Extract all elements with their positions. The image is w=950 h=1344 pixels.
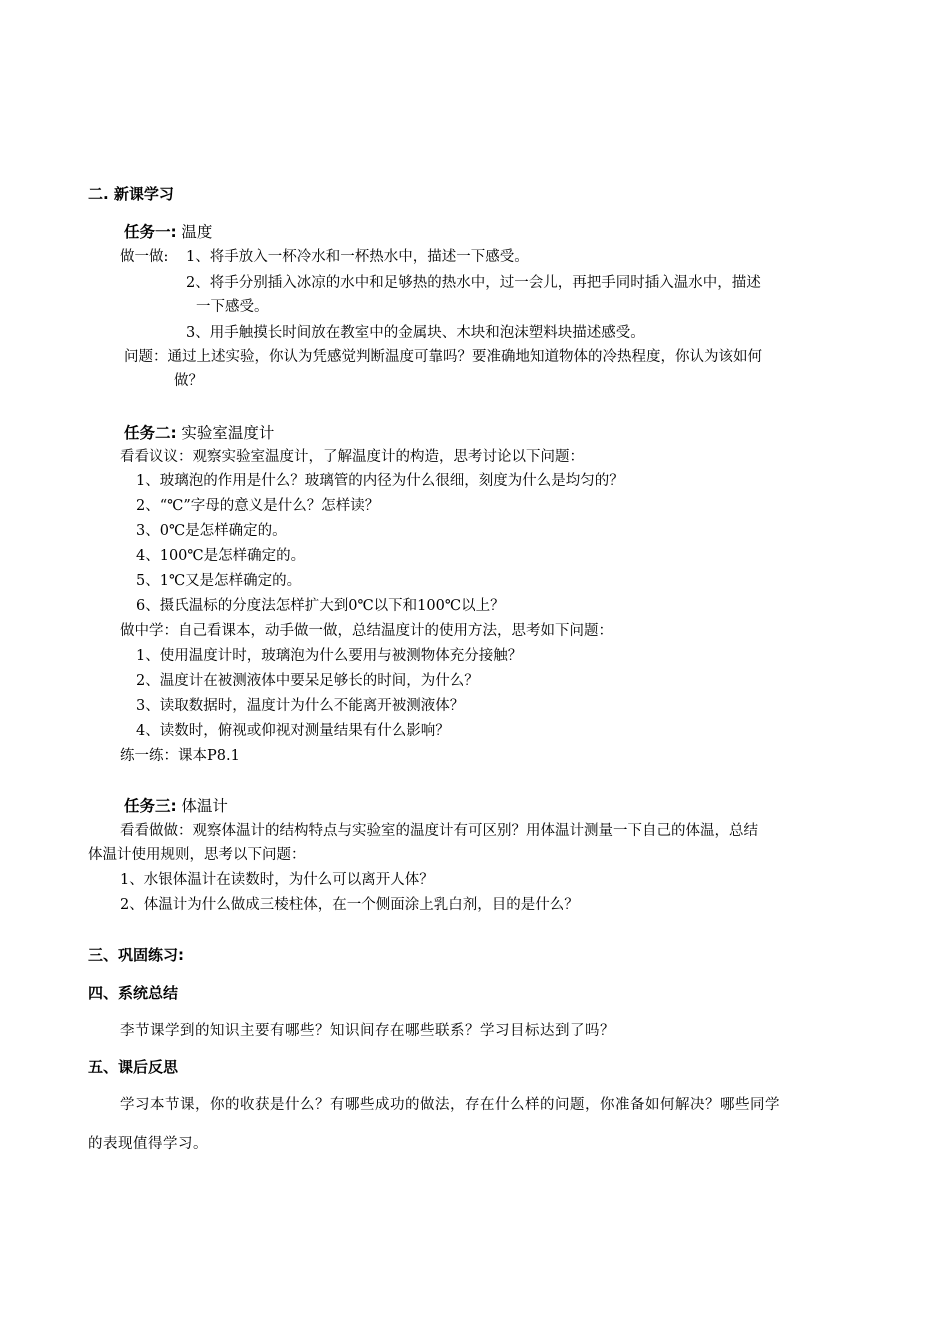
task2-title: 实验室温度计 — [181, 424, 275, 442]
task3-intro-cont: 体温计使用规则，思考以下问题： — [88, 847, 306, 863]
task1-heading — [124, 222, 212, 243]
task2-look-item-1: 1、玻璃泡的作用是什么？玻璃管的内径为什么很细，刻度为什么是均匀的？ — [136, 473, 624, 489]
task2-look-item-4: 4、100℃是怎样确定的。 — [136, 548, 306, 564]
task1-label: 任务一: — [124, 223, 177, 241]
section4-text: 李节课学到的知识主要有哪些？知识间存在哪些联系？学习目标达到了吗？ — [120, 1023, 615, 1039]
task2-look-item-5: 5、1℃又是怎样确定的。 — [136, 573, 302, 589]
task1-item-2: 2、将手分别插入冰凉的水中和足够热的热水中，过一会儿，再把手同时插入温水中，描述 — [186, 275, 761, 291]
task2-practice: 练一练：课本P8.1 — [120, 748, 240, 764]
task1-title: 温度 — [181, 223, 213, 241]
task1-item-3: 3、用手触摸长时间放在教室中的金属块、木块和泡沫塑料块描述感受。 — [186, 325, 645, 341]
task3-heading — [124, 796, 228, 817]
task3-item-2: 2、体温计为什么做成三棱柱体，在一个侧面涂上乳白剂，目的是什么？ — [120, 897, 579, 913]
task2-learn-intro: 做中学：自己看课本，动手做一做，总结温度计的使用方法，思考如下问题： — [120, 623, 613, 639]
section5-heading: 五、课后反思 — [88, 1058, 179, 1076]
task1-question: 问题：通过上述实验，你认为凭感觉判断温度可靠吗？要准确地知道物体的冷热程度，你认为该如何 — [124, 349, 762, 365]
section5-text: 学习本节课，你的收获是什么？有哪些成功的做法，存在什么样的问题，你准备如何解决？哪些同学 — [120, 1097, 780, 1113]
task2-heading — [124, 423, 274, 444]
task2-label: 任务二: — [124, 424, 177, 442]
section2-heading: 二. 新课学习 — [88, 185, 174, 203]
task3-intro: 看看做做：观察体温计的结构特点与实验室的温度计有可区别？用体温计测量一下自己的体温，总结 — [120, 823, 758, 839]
task2-look-item-2: 2、“℃”字母的意义是什么？怎样读？ — [136, 498, 380, 514]
task1-item-2-cont: 一下感受。 — [196, 299, 269, 315]
task2-learn-item-4: 4、读数时，俯视或仰视对测量结果有什么影响？ — [136, 723, 450, 739]
task3-label: 任务三: — [124, 797, 177, 815]
task1-question-cont: 做？ — [174, 373, 203, 389]
task2-look-item-6: 6、摄氏温标的分度法怎样扩大到0℃以下和100℃以上？ — [136, 598, 505, 614]
section3-heading: 三、巩固练习: — [88, 946, 184, 964]
task2-look-item-3: 3、0℃是怎样确定的。 — [136, 523, 287, 539]
task3-title: 体温计 — [181, 797, 228, 815]
section4-heading: 四、系统总结 — [88, 984, 179, 1002]
section5-text-cont: 的表现值得学习。 — [88, 1136, 208, 1152]
task2-look-intro: 看看议议：观察实验室温度计，了解温度计的构造，思考讨论以下问题： — [120, 449, 584, 465]
task2-learn-item-1: 1、使用温度计时，玻璃泡为什么要用与被测物体充分接触？ — [136, 648, 523, 664]
task1-do-label: 做一做: — [120, 249, 169, 265]
task3-item-1: 1、水银体温计在读数时，为什么可以离开人体？ — [120, 872, 434, 888]
task2-learn-item-2: 2、温度计在被测液体中要呆足够长的时间，为什么？ — [136, 673, 479, 689]
task2-learn-item-3: 3、读取数据时，温度计为什么不能离开被测液体？ — [136, 698, 465, 714]
task1-item-1: 1、将手放入一杯冷水和一杯热水中，描述一下感受。 — [186, 249, 529, 265]
